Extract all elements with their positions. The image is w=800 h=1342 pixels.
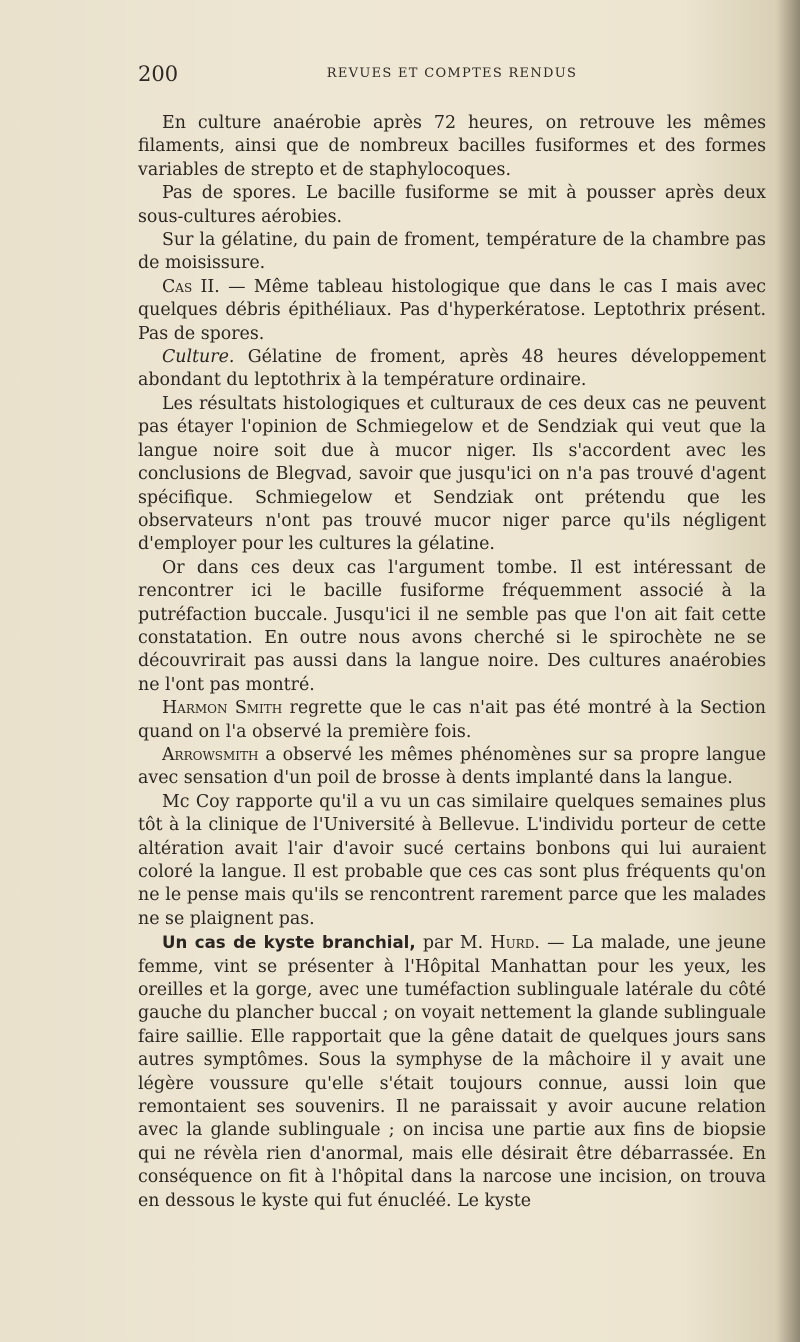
culture-label: Culture. xyxy=(162,347,235,368)
paragraph: Un cas de kyste branchial, par M. Hurd. — La malade, une jeune femme, vint se présenter à l'Hôpital Manhattan pour les yeux, les oreilles et la gorge, avec une tuméfaction sublinguale latérale du côté gauche du plancher buccal ; on voyait nettement la glande sublinguale faire saillie. Elle rapportait que la gêne datait de quelques jours sans autres symptômes. Sous la symphyse de la mâchoire il y avait une légère voussure qu'elle s'était toujours connue, aussi loin que remontaient ses souvenirs. Il ne paraissait y avoir aucune relation avec la glande sublinguale ; on incisa une partie aux fins de biopsie qui ne révèla rien d'anormal, mais elle désirait être débarrassée. En conséquence on fit à l'hôpital dans la narcose une incision, on trouva en dessous le kyste qui fut énucléé. Le kyste xyxy=(138,933,766,1211)
body-text xyxy=(138,112,766,1213)
paragraph: Les résultats histologiques et culturaux de ces deux cas ne peuvent pas étayer l'opinion de Schmiegelow et de Sendziak qui veut que la langue noire soit due à mucor niger. Ils s'accordent avec les conclusions de Blegvad, savoir que jusqu'ici on n'a pas trouvé d'agent spécifique. Schmiegelow et Sendziak ont prétendu que les observateurs n'ont pas trouvé mucor niger parce qu'ils négligent d'employer pour les cultures la gélatine. xyxy=(138,393,766,555)
paragraph: Sur la gélatine, du pain de froment, température de la chambre pas de moisissure. xyxy=(138,230,766,274)
author-name: Hurd. xyxy=(490,933,540,954)
running-head: REVUES ET COMPTES RENDUS xyxy=(326,66,578,81)
paragraph: Harmon Smith regrette que le cas n'ait pas été montré à la Section quand on l'a observé la première fois. xyxy=(138,698,767,742)
paragraph: Culture. Gélatine de froment, après 48 heures développement abondant du leptothrix à la température ordinaire. xyxy=(138,347,766,391)
page-header xyxy=(138,62,766,92)
paragraph: Cas II. — Même tableau histologique que dans le cas I mais avec quelques débris épithéliaux. Pas d'hyperkératose. Leptothrix présent. Pas de spores. xyxy=(138,276,766,344)
paragraph: Arrowsmith a observé les mêmes phénomènes sur sa propre langue avec sensation d'un poil de brosse à dents implanté dans la langue. xyxy=(138,744,766,789)
paragraph: Or dans ces deux cas l'argument tombe. Il est intéressant de rencontrer ici le bacille fusiforme fréquemment associé à la putréfaction buccale. Jusqu'ici il ne semble pas que l'on ait fait cette constatation. En outre nous avons cherché si le spirochète ne se découvrirait pas aussi dans la langue noire. Des cultures anaérobies ne l'ont pas montré. xyxy=(138,557,766,695)
paragraph: Pas de spores. Le bacille fusiforme se mit à pousser après deux sous-cultures aérobies. xyxy=(138,183,766,227)
paragraph: En culture anaérobie après 72 heures, on retrouve les mêmes filaments, ainsi que de nombreux bacilles fusiformes et des formes variables de strepto et de staphylocoques. xyxy=(138,113,766,180)
author-name: Arrowsmith xyxy=(162,744,259,765)
case-label: Cas II. xyxy=(162,276,220,297)
page-number: 200 xyxy=(138,62,179,86)
paragraph: Mc Coy rapporte qu'il a vu un cas similaire quelques semaines plus tôt à la clinique de l'Université à Bellevue. L'individu porteur de cette altération avait l'air d'avoir sucé certains bonbons qui lui auraient coloré la langue. Il est probable que ces cas sont plus fréquents qu'on ne le pense mais qu'ils se rencontrent rarement parce que les malades ne se plaignent pas. xyxy=(138,791,766,929)
section-title: Un cas de kyste branchial, xyxy=(162,933,416,953)
author-name: Harmon Smith xyxy=(162,698,283,719)
